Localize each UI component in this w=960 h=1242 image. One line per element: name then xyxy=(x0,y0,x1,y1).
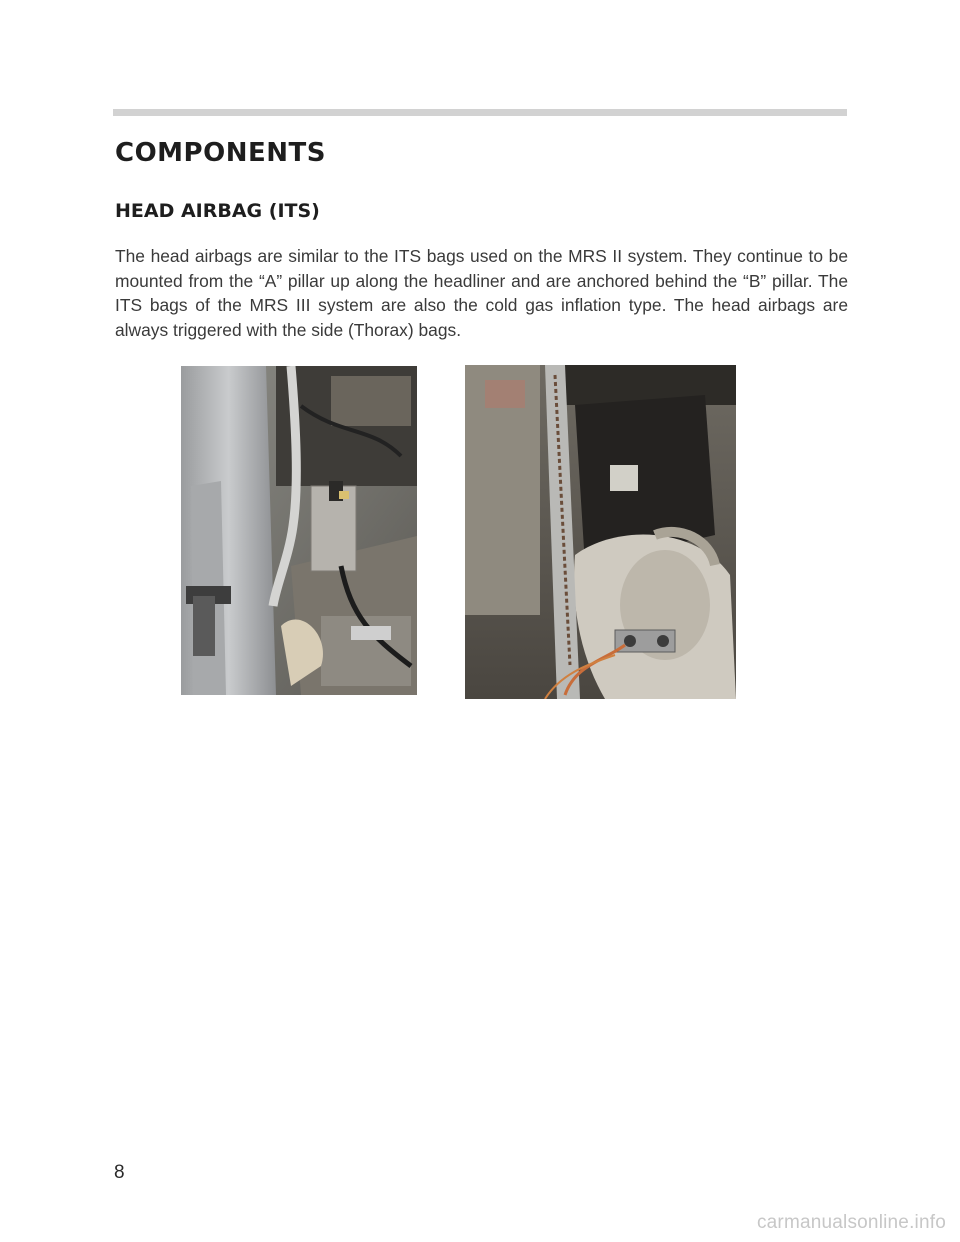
a-pillar-photo-graphic xyxy=(181,366,417,695)
body-paragraph: The head airbags are similar to the ITS bags used on the MRS II system. They continue to be mounted from the “A” pillar up along the headliner and are anchored behind the “B” pillar. The ITS bags of the MRS III system are also the cold gas inflation type. The head airbags are always triggered with the side (Thorax) bags. xyxy=(115,246,848,340)
a-pillar-photo xyxy=(181,366,417,695)
top-divider xyxy=(113,109,847,116)
subsection-title: HEAD AIRBAG (ITS) xyxy=(115,200,320,222)
page-number: 8 xyxy=(114,1162,125,1183)
section-title: COMPONENTS xyxy=(115,138,326,168)
b-pillar-photo-graphic xyxy=(465,365,736,699)
watermark: carmanualsonline.info xyxy=(756,1212,946,1233)
b-pillar-photo xyxy=(465,365,736,699)
